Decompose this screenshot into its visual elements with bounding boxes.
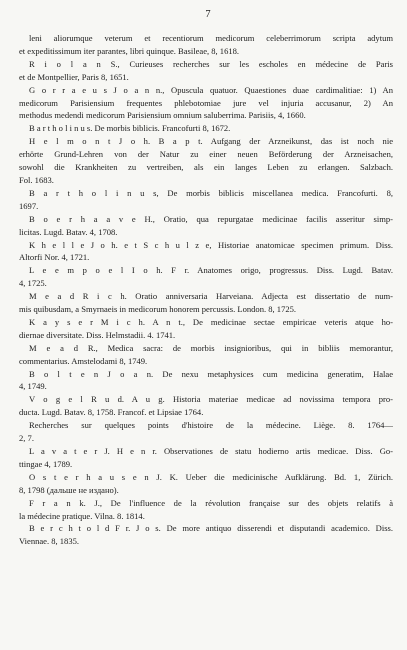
entry-line: B o l t e n J o a n. De nexu metaphysices cum medicina generatim, Halae xyxy=(29,368,393,379)
entry-line: B a r t h o l i n u s, De morbis biblicis miscellanea medica. Francofurti. 8, xyxy=(29,187,393,198)
bibliography-entry xyxy=(15,239,393,265)
entry-line: commentarius. Amstelodami 8, 1749. xyxy=(19,355,148,366)
entry-line: la médecine pratique. Vilna. 8. 1814. xyxy=(19,510,145,521)
bibliography-entry xyxy=(15,122,393,135)
entry-line: V o g e l R u d. A u g. Historia materiae medicae ad novissima tempora pro- xyxy=(29,394,393,405)
entry-line: medicorum Parisiensium frequentes phlebotomiae jure vel injuria accusanur, 2) An xyxy=(19,97,393,108)
entry-line: Viennae. 8, 1835. xyxy=(19,536,80,547)
bibliography-entry xyxy=(15,342,393,368)
bibliography-entry xyxy=(15,187,393,213)
entry-line: Fol. 1683. xyxy=(19,174,54,185)
entry-line: methodus medendi medicorum Parisiensium omnium saluberrima. Parisiis, 4, 1660. xyxy=(19,110,306,121)
entry-line: R i o l a n S., Curieuses recherches sur les escholes en médecine de Paris xyxy=(29,58,393,69)
entry-line: leni aliorumque veterum et recentiorum medicorum celeberrimorum scripta adytum xyxy=(29,33,393,43)
entry-line: et expeditissimum iter parantes, libri quinque. Basileae, 8, 1618. xyxy=(19,45,240,56)
entry-line: M e a d R i c h. Oratio anniversaria Harveiana. Adjecta est dissertatio de num- xyxy=(29,291,393,302)
entry-line: 4, 1725. xyxy=(19,278,47,289)
entry-line: diernae diversitate. Diss. Helmstadii. 4. 1741. xyxy=(19,329,176,340)
entry-line: L e e m p o e l I o h. F r. Anatomes origo, progressus. Diss. Lugd. Batav. xyxy=(29,265,393,276)
entry-line: 1697. xyxy=(19,200,39,211)
entry-line: Recherches sur quelques points d'histoire de la médecine. Liège. 8. 1764— xyxy=(29,420,393,431)
entry-line: H e l m o n t J o h. B a p t. Aufgang der Arzneikunst, das ist noch nie xyxy=(29,136,393,147)
entry-line: M e a d R., Medica sacra: de morbis insignioribus, qui in bibliis memorantur, xyxy=(29,342,393,353)
bibliography-entry xyxy=(15,84,393,123)
entry-line: 4, 1749. xyxy=(19,381,47,392)
entry-line: 8, 1798 (дальше не издано). xyxy=(19,484,119,495)
entry-line: mis quibusdam, a Smyrnaeis in medicorum honorem percussis. London. 8, 1725. xyxy=(19,304,297,315)
entry-line: licitas. Lugd. Batav. 4, 1708. xyxy=(19,226,118,237)
entry-line: erhörte Grund-Lehren von der Natur zu einer neuen Beförderung der Arzneisachen, xyxy=(19,149,393,160)
entry-line: B o e r h a a v e H., Oratio, qua repurgatae medicinae facilis asseritur simp- xyxy=(29,213,393,224)
bibliography-entry xyxy=(15,264,393,290)
entry-line: G o r r a e u s J o a n n., Opuscula quatuor. Quaestiones duae cardimalitiae: 1) An xyxy=(29,84,393,95)
bibliography-entry xyxy=(15,497,393,523)
bibliography-entry xyxy=(15,58,393,84)
entry-line: B a r t h o l i n u s. De morbis biblicis. Francofurti 8, 1672. xyxy=(29,123,231,134)
entry-line: K a y s e r M i c h. A n t., De medicinae sectae empiricae veteris atque ho- xyxy=(29,316,393,327)
entry-line: ttingae 4, 1789. xyxy=(19,458,73,469)
bibliography-entry xyxy=(15,522,393,548)
entry-line: K h e l l e J o h. e t S c h u l z e, Historiae anatomicae specimen primum. Diss. xyxy=(29,239,393,250)
entry-line: Altorfi Nor. 4, 1721. xyxy=(19,252,90,263)
bibliography-entry xyxy=(15,316,393,342)
bibliography-entry xyxy=(15,213,393,239)
entry-line: O s t e r h a u s e n J. K. Ueber die medicinische Aufklärung. Bd. 1, Zürich. xyxy=(29,471,393,482)
bibliography-entry xyxy=(15,445,393,471)
bibliography-entry xyxy=(15,368,393,394)
entry-line: sowohl die Krankheiten zu vertreiben, als ein langes Leben zu erlangen. Salzbach. xyxy=(19,162,393,173)
bibliography-entry xyxy=(15,290,393,316)
entry-line: 2, 7. xyxy=(19,433,34,444)
entry-line: ducta. Lugd. Batav. 8, 1758. Francof. et Lipsiae 1764. xyxy=(19,407,204,418)
entry-line: B e r c h t o l d F r. J o s. De more antiquo disserendi et disputandi academico. Diss. xyxy=(29,523,393,534)
entry-line: et de Montpellier, Paris 8, 1651. xyxy=(19,71,129,82)
entry-line: L a v a t e r J. H e n r. Observationes de statu hodierno artis medicae. Diss. Go- xyxy=(29,446,393,456)
page-number: 7 xyxy=(205,9,211,20)
bibliography-entry xyxy=(15,419,393,445)
bibliography-entry xyxy=(15,393,393,419)
bibliography-list xyxy=(15,32,393,548)
entry-line: F r a n k. J., De l'influence de la révolution française sur des objets relatifs à xyxy=(29,497,393,508)
bibliography-entry xyxy=(15,471,393,497)
bibliography-entry xyxy=(15,32,393,58)
bibliography-entry xyxy=(15,135,393,187)
